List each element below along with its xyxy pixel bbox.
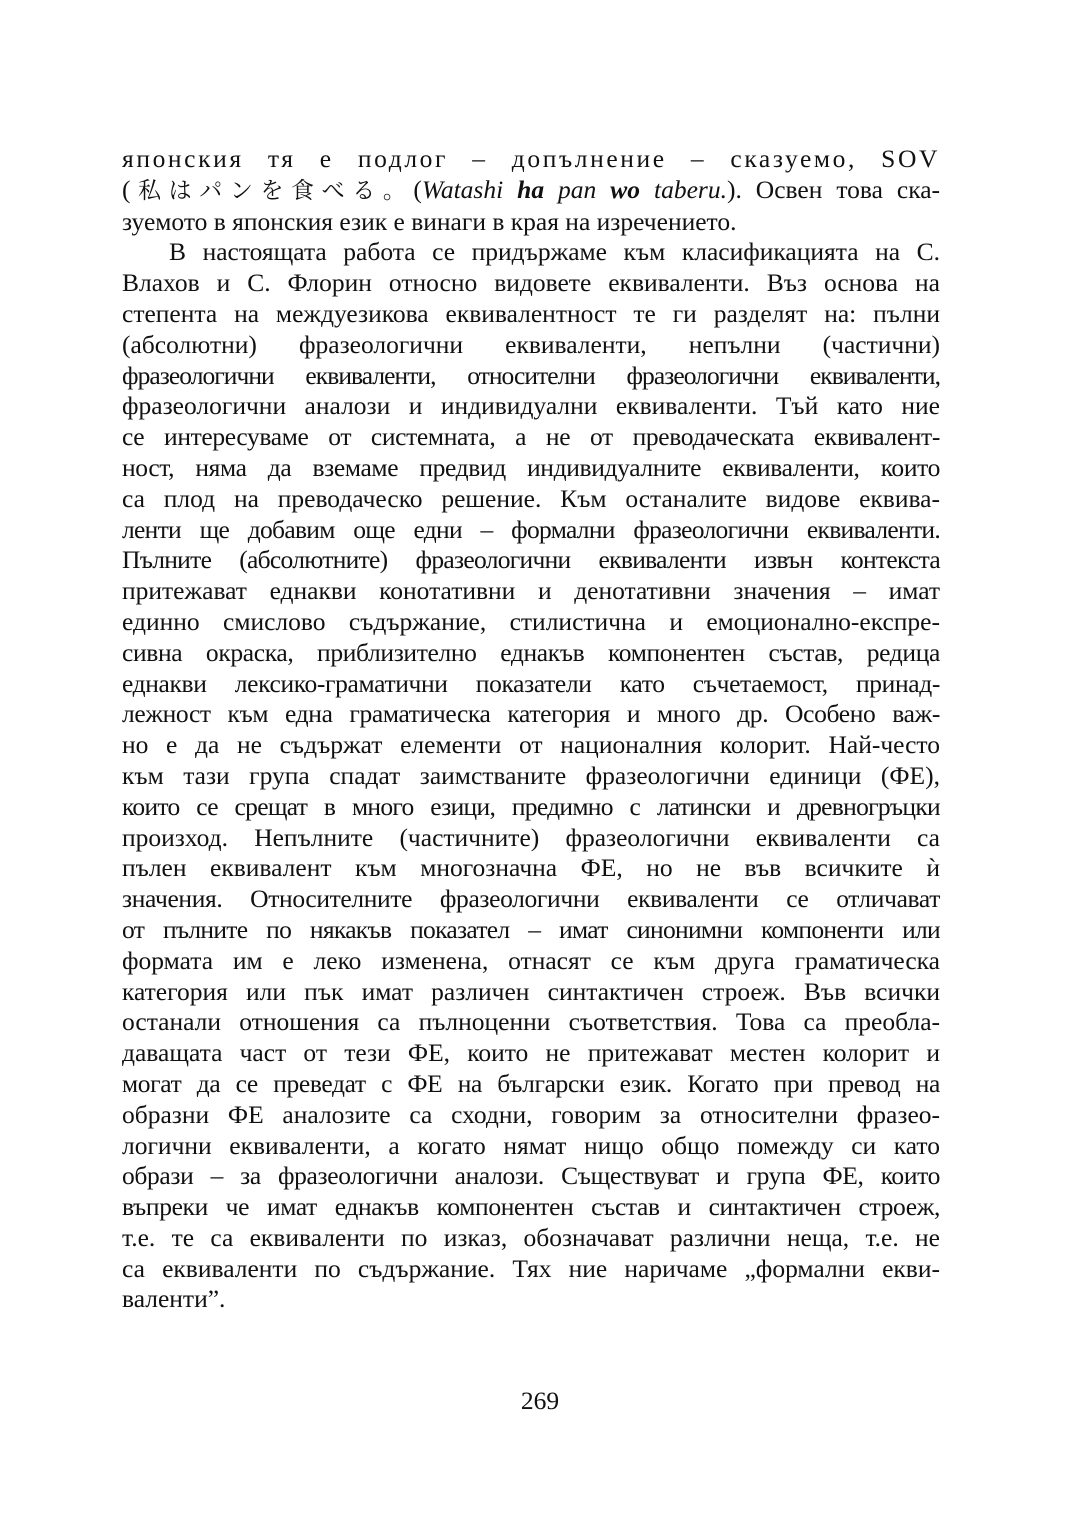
text-line: формата им е леко изменена, отнасят се към друга граматическа <box>122 945 940 975</box>
paragraph-1 <box>122 144 940 237</box>
text-line: пълен еквивалент към многозначна ФЕ, но не във всичките ѝ <box>122 853 940 883</box>
text-line: фразеологични еквиваленти, относителни фразеологични еквиваленти, <box>122 360 940 390</box>
text-line: В настоящата работа се придържаме към класификацията на С. <box>169 237 940 267</box>
text-line: степента на междуезикова еквивалентност те ги разделят на: пълни <box>122 298 940 328</box>
line-rest: ). Освен това ска- <box>726 174 941 204</box>
japanese-sentence: 私はパンを食べる。 <box>130 177 414 204</box>
text-line: даващата част от тези ФЕ, които не притежават местен колорит и <box>122 1038 940 1068</box>
text-line: значения. Относителните фразеологични еквиваленти се отличават <box>122 884 940 914</box>
text-line: ленти ще добавим още едни – формални фразеологични еквиваленти. <box>122 514 940 544</box>
text-line: към тази група спадат заимстваните фразеологични единици (ФЕ), <box>122 760 940 790</box>
text-line: категория или пък имат различен синтактичен строеж. Във всички <box>122 976 940 1006</box>
body-text <box>122 144 940 1315</box>
text-line: единно смислово съдържание, стилистична и емоционално-експре- <box>122 606 940 636</box>
romaji-particle-ha: ha <box>517 174 545 204</box>
text-line: образни ФЕ аналозите са сходни, говорим за относителни фразео- <box>122 1099 940 1129</box>
text-line: произход. Непълните (частичните) фразеологични еквиваленти са <box>122 822 940 852</box>
text-line: (абсолютни) фразеологични еквиваленти, непълни (частични) <box>122 329 940 359</box>
open-paren-2: ( <box>413 174 422 204</box>
text-line: еднакви лексико-граматични показатели като съчетаемост, принад- <box>122 668 940 698</box>
text-line: но е да не съдържат елементи от националния колорит. Най-често <box>122 730 940 760</box>
text-line: валенти”. <box>122 1284 226 1314</box>
text-line: японския тя е подлог – допълнение – сказуемо, SOV <box>122 144 940 173</box>
text-line: образи – за фразеологични аналози. Съществуват и група ФЕ, които <box>122 1161 940 1191</box>
text-line: въпреки че имат еднакъв компонентен състав и синтактичен строеж, <box>122 1192 940 1222</box>
text-line: фразеологични аналози и индивидуални еквиваленти. Тъй като ние <box>122 391 940 421</box>
text-line: ност, няма да вземаме предвид индивидуалните еквиваленти, които <box>122 452 940 482</box>
romaji-part: Watashi <box>421 174 518 204</box>
romaji-particle-wo: wo <box>610 174 641 204</box>
page-number: 269 <box>520 1386 560 1415</box>
text-line: притежават еднакви конотативни и денотативни значения – имат <box>122 576 940 606</box>
text-line: сивна окраска, приблизително еднакъв компонентен състав, редица <box>122 637 940 667</box>
romaji-part: pan <box>544 174 611 204</box>
text-line: лежност към една граматическа категория и много др. Особено важ- <box>122 699 940 729</box>
text-line: логични еквиваленти, а когато нямат нищо общо помежду си като <box>122 1130 940 1160</box>
paragraph-2 <box>122 237 940 1315</box>
text-line: останали отношения са пълноценни съответствия. Това са преобла- <box>122 1007 940 1037</box>
text-line-japanese-example <box>122 175 940 207</box>
text-line: могат да се преведат с ФЕ на български език. Когато при превод на <box>122 1068 940 1098</box>
text-line: зуемото в японския език е винаги в края на изречението. <box>122 206 737 236</box>
text-line: се интересуваме от системната, а не от преводаческата еквивалент- <box>122 422 940 452</box>
text-line: са еквиваленти по съдържание. Тях ние наричаме „формални екви- <box>122 1253 940 1283</box>
open-paren: ( <box>122 174 131 204</box>
text-line: са плод на преводаческо решение. Към останалите видове еквива- <box>122 483 940 513</box>
text-line: т.е. те са еквиваленти по изказ, обозначават различни неща, т.е. не <box>122 1222 940 1252</box>
text-line: Пълните (абсолютните) фразеологични еквиваленти извън контекста <box>122 545 940 575</box>
text-line: от пълните по някакъв показател – имат синонимни компоненти или <box>122 914 940 944</box>
text-line: които се срещат в много езици, предимно с латински и древногръцки <box>122 791 940 821</box>
romaji-part: taberu. <box>640 174 727 204</box>
text-line: Влахов и С. Флорин относно видовете еквиваленти. Въз основа на <box>122 268 940 298</box>
